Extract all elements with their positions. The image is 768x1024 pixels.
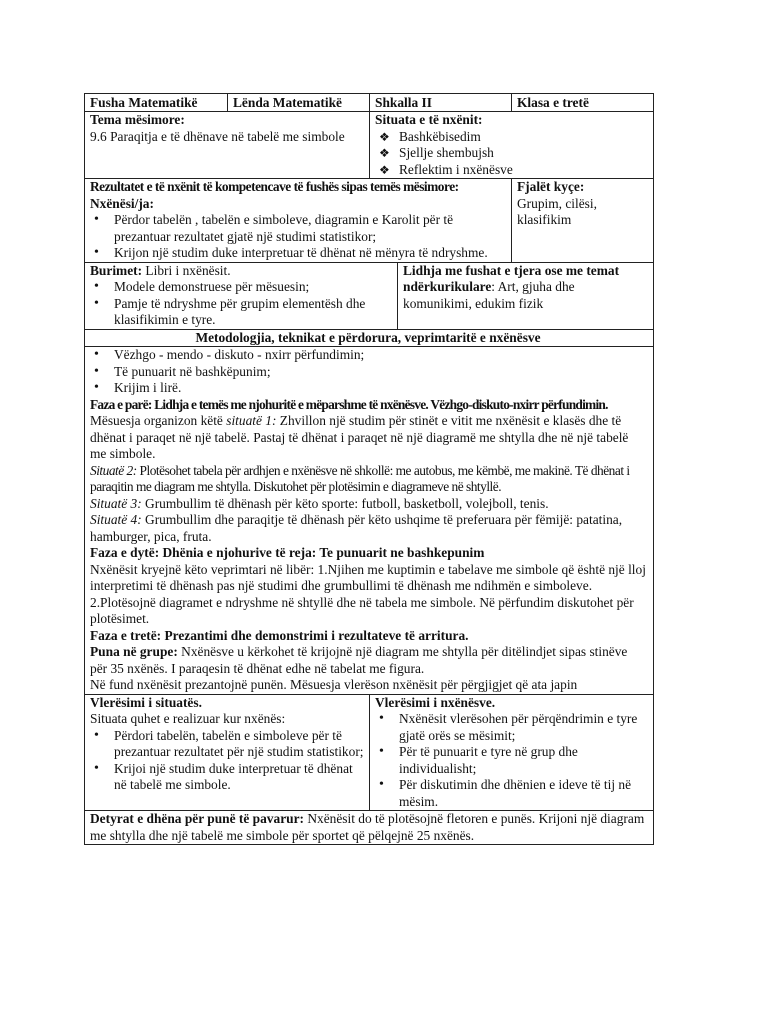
lidhja-label: Lidhja me fushat e tjera ose me temat ndërkurikulare bbox=[403, 262, 620, 294]
faza1-sit3 bbox=[90, 496, 646, 513]
faza1-sit2 bbox=[90, 463, 646, 496]
situata-list bbox=[375, 129, 646, 179]
faza3-title: Faza e tretë: Prezantimi dhe demonstrimi i rezultateve të arritura. bbox=[90, 627, 469, 643]
list-item: • Krijon një studim duke interpretuar të dhënat në mënyra të ndryshme. bbox=[90, 245, 506, 262]
shkalla-cell: Shkalla II bbox=[369, 94, 511, 111]
vleresimi-situates-label: Vlerësimi i situatës. bbox=[90, 694, 202, 710]
klasa-cell: Klasa e tretë bbox=[511, 94, 651, 111]
faza1-pre: Mësuesja organizon këtë bbox=[90, 413, 227, 428]
fjalet-cell bbox=[511, 179, 651, 262]
sit4-label: Situatë 4: bbox=[90, 512, 142, 527]
tema-situata-row bbox=[85, 111, 653, 178]
metodologjia-body-row bbox=[85, 346, 653, 694]
puna-text: Nxënësve u kërkohet të krijojnë një diagram me shtylla për ditëlindjet sipas stinëve për 35 nxënës. I paraqesin të dhënat edhe në tabelat me figura. bbox=[90, 644, 628, 676]
metodologjia-title: Metodologjia, teknikat e përdorura, veprimtaritë e nxënësve bbox=[195, 329, 541, 345]
sit1-label: situatë 1: bbox=[226, 413, 277, 428]
rezultatet-list bbox=[90, 212, 506, 262]
vleresimi-situates-cell bbox=[85, 695, 369, 811]
faza2-title: Faza e dytë: Dhënia e njohurive të reja: Te punuarit ne bashkepunim bbox=[90, 545, 485, 560]
vleresimi-nxenesve-label: Vlerësimi i nxënësve. bbox=[375, 694, 496, 710]
vleresimi-situates-value: Situata quhet e realizuar kur nxënës: bbox=[90, 711, 286, 726]
faza1-sit1 bbox=[90, 413, 646, 463]
list-item: • Përdor tabelën , tabelën e simboleve, diagramin e Karolit për të prezantuar rezultatet gjatë një studimi statistikor; bbox=[90, 212, 506, 245]
metodologjia-body bbox=[85, 347, 651, 694]
list-item: • Modele demonstruese për mësuesin; bbox=[90, 279, 392, 296]
puna-paragraph bbox=[90, 644, 646, 677]
fund-text: Në fund nxënësit prezantojnë punën. Mësuesja vlerëson nxënësit për përgjigjet që ata japin bbox=[90, 677, 578, 692]
detyrat-cell bbox=[85, 811, 651, 844]
lidhja-cell bbox=[397, 263, 651, 329]
puna-label: Puna në grupe: bbox=[90, 644, 178, 659]
faza1-title: Faza e parë: Lidhja e temës me njohuritë e mëparshme të nxënësve. Vëzhgo-diskuto-nxirr përfundimin. bbox=[90, 396, 608, 412]
sit4-text: Grumbullim dhe paraqitje të dhënash për këto ushqime të preferuara për fëmijë: patatina, hamburger, pica, fruta. bbox=[90, 512, 623, 544]
situata-label: Situata e të nxënit: bbox=[375, 112, 483, 127]
lidhja-value: : Art, gjuha dhe komunikimi, edukim fizik bbox=[403, 279, 575, 311]
list-item: • Krijoi një studim duke interpretuar të dhënat në tabelë me simbole. bbox=[90, 761, 364, 794]
list-item: ❖ Bashkëbisedim bbox=[375, 129, 646, 146]
burimet-list bbox=[90, 279, 392, 329]
rezultatet-row bbox=[85, 178, 653, 262]
tema-label: Tema mësimore: bbox=[90, 112, 185, 127]
detyrat-label: Detyrat e dhëna për punë të pavarur: bbox=[90, 811, 304, 826]
situata-cell bbox=[369, 112, 651, 178]
sit3-text: Grumbullim të dhënash për këto sporte: futboll, basketboll, volejboll, tenis. bbox=[141, 495, 549, 511]
vleresimi-nxenesve-cell bbox=[369, 695, 651, 811]
sit2-text: Plotësohet tabela për ardhjen e nxënësve në shkollë: me autobus, me këmbë, me makinë. Të dhënat i paraqitin me diagram me shtylla. Diskutohet për plotësimin e diagrameve në shtyllë. bbox=[90, 462, 630, 494]
tema-cell bbox=[85, 112, 369, 178]
fjalet-value: Grupim, cilësi, klasifikim bbox=[517, 195, 597, 227]
list-item: • Të punuarit në bashkëpunim; bbox=[90, 364, 646, 381]
list-item: • Pamje të ndryshme për grupim elementësh dhe klasifikimin e tyre. bbox=[90, 296, 392, 329]
burimet-value: Libri i nxënësit. bbox=[145, 262, 231, 278]
rezultatet-sub: Nxënësi/ja: bbox=[90, 195, 154, 211]
lenda-cell: Lënda Matematikë bbox=[227, 94, 369, 111]
fusha-cell: Fusha Matematikë bbox=[90, 95, 198, 110]
list-item: • Krijim i lirë. bbox=[90, 380, 646, 397]
header-row bbox=[85, 94, 653, 111]
burimet-heading bbox=[90, 263, 392, 280]
list-item: • Për diskutimin dhe dhënien e ideve të tij në mësim. bbox=[375, 777, 646, 810]
fjalet-label: Fjalët kyçe: bbox=[517, 179, 585, 194]
tema-value: 9.6 Paraqitja e të dhënave në tabelë me simbole bbox=[90, 128, 345, 144]
sit3-label: Situatë 3: bbox=[90, 495, 142, 511]
list-item: ❖ Sjellje shembujsh bbox=[375, 145, 646, 162]
list-item: • Nxënësit vlerësohen për përqëndrimin e tyre gjatë orës se mësimit; bbox=[375, 711, 646, 744]
faza2-text: Nxënësit kryejnë këto veprimtari në libër: 1.Njihen me kuptimin e tabelave me simbole që është një lloj interpretimi të dhënash pas një studimi dhe grumbullimi të dhënash me ndihmën e simboleve. 2.Plotësojnë diagramet e ndryshme në shtyllë dhe në tabela me simbole. Në përfundim diskutohet për plotësimet. bbox=[90, 561, 646, 626]
metodologjia-title-row bbox=[85, 329, 653, 347]
lesson-plan-table bbox=[84, 93, 654, 845]
list-item: • Vëzhgo - mendo - diskuto - nxirr përfundimin; bbox=[90, 347, 646, 364]
faza1-sit4 bbox=[90, 512, 646, 545]
rezultatet-cell bbox=[85, 179, 511, 262]
sit2-label: Situatë 2: bbox=[90, 462, 137, 478]
vleresimi-nxenesve-list bbox=[375, 711, 646, 810]
detyrat-row bbox=[85, 810, 653, 844]
vleresimi-row bbox=[85, 694, 653, 811]
burimet-label: Burimet: bbox=[90, 262, 143, 278]
burimet-row bbox=[85, 262, 653, 329]
detyrat-value: Nxënësit do të plotësojnë fletoren e punës. Krijoni një diagram me shtylla dhe një tabelë me simbole për sportet që pëlqejnë 25 nxënës. bbox=[90, 811, 645, 843]
list-item: • Përdori tabelën, tabelën e simboleve për të prezantuar rezultatet për një studim statistikor; bbox=[90, 728, 364, 761]
list-item: • Për të punuarit e tyre në grup dhe individualisht; bbox=[375, 744, 646, 777]
sit1-text: Zhvillon një studim për stinët e vitit me nxënësit e klasës dhe të dhënat i paraqet në një tabelë. Pastaj të dhënat i paraqet në një diagramë me shtylla dhe në një tabelë me simbole. bbox=[90, 413, 629, 461]
burimet-cell bbox=[85, 263, 397, 329]
rezultatet-title: Rezultatet e të nxënit të kompetencave të fushës sipas temës mësimore: bbox=[90, 179, 459, 194]
metodologjia-list bbox=[90, 347, 646, 397]
list-item: ❖ Reflektim i nxënësve bbox=[375, 162, 646, 179]
vleresimi-situates-list bbox=[90, 728, 364, 794]
